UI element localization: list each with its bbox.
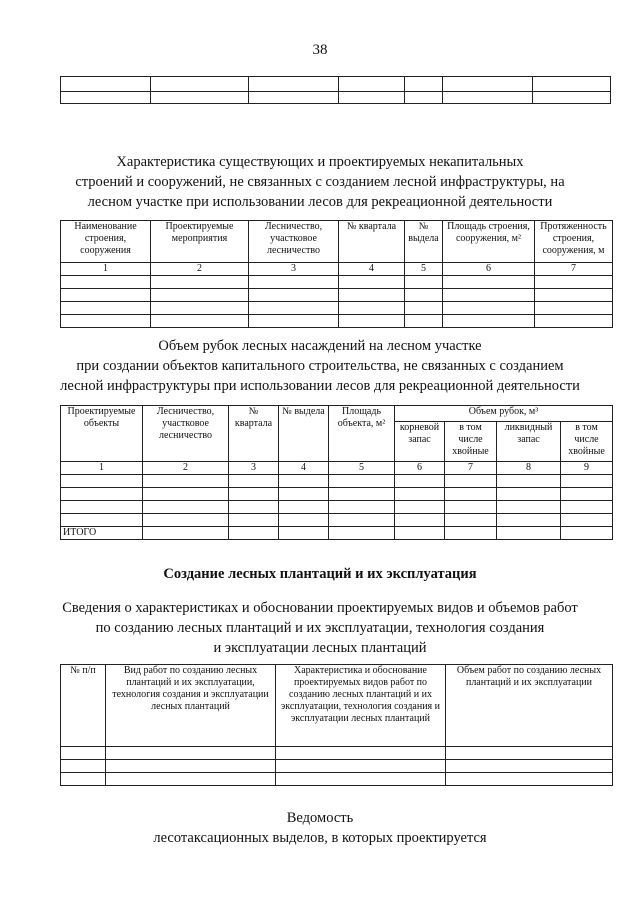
page-number: 38: [312, 42, 328, 58]
table-cell: [61, 475, 143, 488]
table-cell: [339, 289, 405, 302]
header-cell: Характеристика и обоснование проектируемых видов работ по созданию лесных плантаций и их эксплуатации, технология создания и эксплуатации лесных плантаций: [276, 665, 446, 747]
table-cell: [405, 289, 443, 302]
table-cell: [151, 92, 249, 104]
column-number: 1: [61, 263, 151, 276]
table-cell: [446, 760, 613, 773]
table-cell: [61, 315, 151, 328]
table-cell: [279, 527, 329, 540]
column-number: 8: [497, 462, 561, 475]
table-cell: [497, 527, 561, 540]
table-cell: [405, 302, 443, 315]
header-cell: Вид работ по созданию лесных плантаций и их эксплуатации, технология создания и эксплуатации лесных плантаций: [106, 665, 276, 747]
header-cell: № п/п: [61, 665, 106, 747]
table-cell: [229, 501, 279, 514]
header-cell: № квартала: [229, 406, 279, 462]
section4-title: [0, 808, 640, 848]
table-cell: [229, 475, 279, 488]
table-cell: [445, 527, 497, 540]
title-line: по созданию лесных плантаций и их эксплуатации, технология создания: [95, 620, 545, 636]
column-number: 5: [329, 462, 395, 475]
sub-header-cell: в том числе хвойные: [561, 422, 613, 462]
table-cell: [61, 488, 143, 501]
table-cell: [279, 514, 329, 527]
sub-header-cell: корневой запас: [395, 422, 445, 462]
table-cell: [405, 315, 443, 328]
column-number: 2: [143, 462, 229, 475]
table-cell: [106, 760, 276, 773]
table-cell: [395, 475, 445, 488]
table-cell: [497, 488, 561, 501]
column-number: 6: [443, 263, 535, 276]
table-cell: [443, 92, 533, 104]
header-cell: № квартала: [339, 221, 405, 263]
table-cell: [249, 302, 339, 315]
table-cell: [443, 315, 535, 328]
table-cell: [339, 276, 405, 289]
table-cell: [395, 527, 445, 540]
table-cell: [395, 488, 445, 501]
table-cell: [443, 276, 535, 289]
table-cell: [445, 501, 497, 514]
column-number: 5: [405, 263, 443, 276]
table-cell: [561, 488, 613, 501]
table-cell: [249, 289, 339, 302]
title-line: лесной инфраструктуры при использовании лесов для рекреационной деятельности: [60, 378, 580, 394]
table-cell: [445, 475, 497, 488]
table-cell: [279, 488, 329, 501]
table-cell: [329, 501, 395, 514]
table-cell: [61, 747, 106, 760]
sub-header-cell: ликвидный запас: [497, 422, 561, 462]
table-cell: [339, 302, 405, 315]
table-cell: [445, 488, 497, 501]
column-number: 3: [249, 263, 339, 276]
title-line: лесном участке при использовании лесов для рекреационной деятельности: [87, 194, 553, 210]
table-cell: [151, 289, 249, 302]
table-cell: [329, 527, 395, 540]
table-cell: [143, 514, 229, 527]
table-cell: [395, 501, 445, 514]
table-cell: [339, 315, 405, 328]
table-cell: [329, 488, 395, 501]
column-number: 3: [229, 462, 279, 475]
section1-title: [0, 152, 640, 212]
title-line: и эксплуатации лесных плантаций: [213, 640, 427, 656]
table-cell: [151, 315, 249, 328]
table-cell: [497, 475, 561, 488]
table-cell: [395, 514, 445, 527]
table-cell: [561, 527, 613, 540]
table-cell: [106, 747, 276, 760]
table-cell: [249, 276, 339, 289]
section3-heading: Создание лесных плантаций и их эксплуатация: [163, 566, 477, 582]
column-number: 2: [151, 263, 249, 276]
header-cell: Лесничество, участковое лесничество: [143, 406, 229, 462]
table-cell: [443, 289, 535, 302]
table-cell: [339, 92, 405, 104]
table-cell: [143, 488, 229, 501]
column-number: 4: [279, 462, 329, 475]
title-line: Характеристика существующих и проектируемых некапитальных: [116, 154, 524, 170]
section1-table: [60, 220, 613, 328]
header-cell: Протяженность строения, сооружения, м: [535, 221, 613, 263]
header-cell: № выдела: [405, 221, 443, 263]
table-cell: [279, 501, 329, 514]
header-cell: Наименование строения, сооружения: [61, 221, 151, 263]
section2-title: [0, 336, 640, 396]
table-cell: [249, 315, 339, 328]
header-cell: Площадь строения, сооружения, м²: [443, 221, 535, 263]
column-number: 4: [339, 263, 405, 276]
table-cell: [61, 760, 106, 773]
table-cell: [276, 760, 446, 773]
table-cell: [405, 276, 443, 289]
table-cell: [61, 773, 106, 786]
table-cell: [249, 77, 339, 92]
table-cell: [249, 92, 339, 104]
title-line: Ведомость: [286, 810, 354, 826]
table-cell: [535, 289, 613, 302]
table-cell: [229, 514, 279, 527]
table-cell: [143, 527, 229, 540]
table-cell: [151, 302, 249, 315]
sub-header-cell: в том числе хвойные: [445, 422, 497, 462]
table-cell: [143, 475, 229, 488]
table-cell: [533, 77, 611, 92]
table-cell: [497, 501, 561, 514]
table-cell: [151, 276, 249, 289]
table-cell: [497, 514, 561, 527]
table-cell: [279, 475, 329, 488]
title-line: Объем рубок лесных насаждений на лесном участке: [158, 338, 482, 354]
table-cell: [329, 475, 395, 488]
table-cell: [61, 276, 151, 289]
table-cell: [229, 488, 279, 501]
group-header-cell: Объем рубок, м³: [395, 406, 613, 422]
table-cell: [445, 514, 497, 527]
table-cell: [276, 747, 446, 760]
column-number: 7: [445, 462, 497, 475]
table-cell: [61, 92, 151, 104]
table-cell: [561, 514, 613, 527]
table-cell: [443, 77, 533, 92]
section3-title: [0, 598, 640, 658]
table-cell: [533, 92, 611, 104]
header-cell: Проектируемые объекты: [61, 406, 143, 462]
table-cell: [561, 501, 613, 514]
header-cell: Объем работ по созданию лесных плантаций и их эксплуатации: [446, 665, 613, 747]
table-cell: [405, 92, 443, 104]
header-cell: Проектируемые мероприятия: [151, 221, 249, 263]
title-line: Сведения о характеристиках и обосновании проектируемых видов и объемов работ: [62, 600, 578, 616]
previous-table-continuation: [60, 76, 611, 104]
table-cell: [61, 289, 151, 302]
table-cell: [61, 514, 143, 527]
header-cell: Лесничество, участковое лесничество: [249, 221, 339, 263]
table-cell: [339, 77, 405, 92]
table-cell: [535, 276, 613, 289]
column-number: 7: [535, 263, 613, 276]
table-cell: [61, 501, 143, 514]
table-cell: [405, 77, 443, 92]
section3-table: [60, 664, 613, 786]
column-number: 6: [395, 462, 445, 475]
title-line: строений и сооружений, не связанных с созданием лесной инфраструктуры, на: [75, 174, 565, 190]
table-cell: [561, 475, 613, 488]
header-cell: № выдела: [279, 406, 329, 462]
table-cell: [143, 501, 229, 514]
table-cell: [443, 302, 535, 315]
table-cell: [446, 773, 613, 786]
header-cell: Площадь объекта, м²: [329, 406, 395, 462]
table-cell: [329, 514, 395, 527]
table-cell: [61, 77, 151, 92]
column-number: 1: [61, 462, 143, 475]
table-cell: [276, 773, 446, 786]
column-number: 9: [561, 462, 613, 475]
table-cell: [151, 77, 249, 92]
table-cell: [446, 747, 613, 760]
total-label: ИТОГО: [61, 527, 143, 540]
table-cell: [106, 773, 276, 786]
table-cell: [229, 527, 279, 540]
section2-table: [60, 405, 613, 540]
title-line: при создании объектов капитального строительства, не связанных с созданием: [76, 358, 564, 374]
table-cell: [61, 302, 151, 315]
table-cell: [535, 302, 613, 315]
title-line: лесотаксационных выделов, в которых проектируется: [153, 830, 487, 846]
table-cell: [535, 315, 613, 328]
